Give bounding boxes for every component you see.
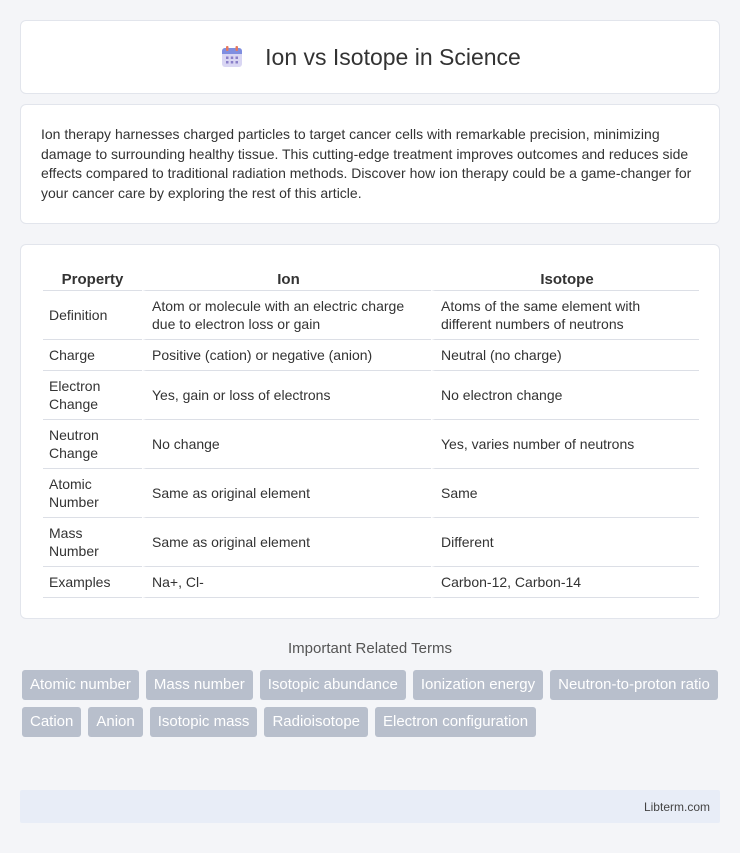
isotope-cell: Yes, varies number of neutrons (431, 420, 699, 469)
tag-mass-number[interactable]: Mass number (146, 670, 253, 700)
ion-cell: Same as original element (142, 469, 431, 518)
tag-electron-configuration[interactable]: Electron configuration (375, 707, 536, 737)
related-terms-title: Important Related Terms (288, 640, 452, 657)
header-inner (219, 44, 521, 71)
isotope-cell: Same (431, 469, 699, 518)
row-label: Mass Number (43, 518, 142, 567)
page-title: Ion vs Isotope in Science (265, 43, 521, 70)
footer-brand-link[interactable]: Libterm.com (643, 799, 710, 814)
table-row (43, 371, 699, 420)
row-label: Charge (43, 340, 142, 371)
header-card (20, 20, 720, 94)
footer (20, 790, 720, 823)
intro-text: Ion therapy harnesses charged particles to target cancer cells with remarkable precision, minimizing damage to surrounding healthy tissue. This cutting-edge treatment improves outcomes and reduces side effects compared to traditional radiation methods. Discover how ion therapy could be a game-changer for your cancer care by exploring the rest of this article. (41, 126, 692, 201)
tag-ionization-energy[interactable]: Ionization energy (413, 670, 543, 700)
header-ion: Ion (142, 265, 431, 291)
ion-cell: Atom or molecule with an electric charge due to electron loss or gain (142, 291, 431, 340)
isotope-cell: Neutral (no charge) (431, 340, 699, 371)
table-row (43, 340, 699, 371)
tag-isotopic-abundance[interactable]: Isotopic abundance (260, 670, 406, 700)
table-row (43, 291, 699, 340)
calendar-icon (219, 44, 245, 70)
isotope-cell: Different (431, 518, 699, 567)
intro-card (20, 104, 720, 224)
ion-cell: Same as original element (142, 518, 431, 567)
row-label: Examples (43, 567, 142, 598)
table-row (43, 469, 699, 518)
related-terms-tags (22, 670, 722, 737)
ion-cell: No change (142, 420, 431, 469)
tag-radioisotope[interactable]: Radioisotope (264, 707, 368, 737)
row-label: Atomic Number (43, 469, 142, 518)
ion-cell: Positive (cation) or negative (anion) (142, 340, 431, 371)
tag-atomic-number[interactable]: Atomic number (22, 670, 139, 700)
isotope-cell: Atoms of the same element with different numbers of neutrons (431, 291, 699, 340)
tag-neutron-to-proton-ratio[interactable]: Neutron-to-proton ratio (550, 670, 718, 700)
header-property: Property (43, 265, 142, 291)
comparison-table (43, 265, 699, 598)
row-label: Neutron Change (43, 420, 142, 469)
header-isotope: Isotope (431, 265, 699, 291)
comparison-card (20, 244, 720, 619)
tag-anion[interactable]: Anion (88, 707, 142, 737)
table-row (43, 420, 699, 469)
row-label: Electron Change (43, 371, 142, 420)
isotope-cell: Carbon-12, Carbon-14 (431, 567, 699, 598)
tag-isotopic-mass[interactable]: Isotopic mass (150, 707, 258, 737)
table-row (43, 567, 699, 598)
table-row (43, 518, 699, 567)
ion-cell: Yes, gain or loss of electrons (142, 371, 431, 420)
row-label: Definition (43, 291, 142, 340)
tag-cation[interactable]: Cation (22, 707, 81, 737)
table-header-row (43, 265, 699, 291)
isotope-cell: No electron change (431, 371, 699, 420)
ion-cell: Na+, Cl- (142, 567, 431, 598)
